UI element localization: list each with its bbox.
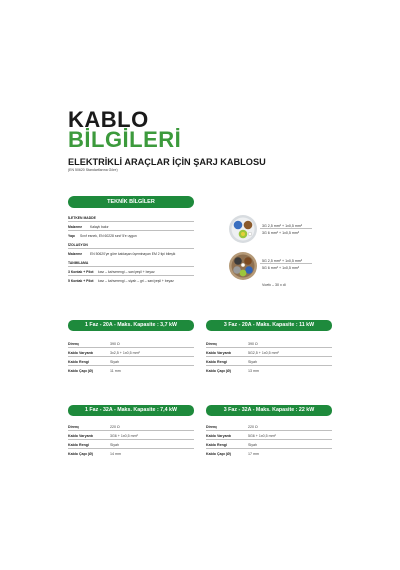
variant-value: 3x2,5 + 1x0,5 mm² <box>110 351 140 355</box>
marking-heading: TANIMLAMA <box>68 261 89 265</box>
tech-info-header: TEKNİK BİLGİLER <box>68 196 194 208</box>
color-value: Siyah <box>110 360 119 364</box>
divider <box>68 356 194 357</box>
spec-card <box>68 320 194 378</box>
page-subtitle: ELEKTRİKLİ ARAÇLAR İÇİN ŞARJ KABLOSU <box>68 157 266 167</box>
divider <box>206 365 332 366</box>
divider <box>68 230 194 231</box>
divider <box>206 439 332 440</box>
spec-card <box>206 320 332 378</box>
variant-label: Kablo Varyantı <box>68 434 93 438</box>
standard-note: (EN 50620 Standartlarına Göre) <box>68 168 118 172</box>
leader-line <box>260 263 312 264</box>
resistance-value: 390 Ω <box>248 342 258 346</box>
variant-label: Kablo Varyantı <box>206 351 231 355</box>
cable1-spec-1: 3G 2,5 mm² + 1x0,5 mm² <box>262 224 303 228</box>
diameter-value: 13 mm <box>248 369 259 373</box>
divider <box>68 448 194 449</box>
variant-label: Kablo Varyantı <box>68 351 93 355</box>
material-value: Kalaylı bakır <box>90 225 109 229</box>
contact3-label: 3 Kontak + Pilot <box>68 270 94 274</box>
diameter-label: Kablo Çapı (Ø) <box>68 369 93 373</box>
resistance-label: Direnç <box>206 342 218 346</box>
resistance-value: 390 Ω <box>110 342 120 346</box>
divider <box>206 430 332 431</box>
page-title-line1: KABLO <box>68 107 149 132</box>
insulation-heading: İZOLASYON <box>68 243 88 247</box>
voltage-note: Vcefc – 30 x di <box>262 283 286 287</box>
color-value: Siyah <box>110 443 119 447</box>
insulation-label: Malzeme <box>68 252 83 256</box>
divider <box>68 266 194 267</box>
resistance-value: 220 Ω <box>248 425 258 429</box>
resistance-label: Direnç <box>68 342 80 346</box>
contact5-label: 5 Kontak + Pilot <box>68 279 94 283</box>
cable-3core-image <box>226 214 260 244</box>
divider <box>68 347 194 348</box>
divider <box>68 275 194 276</box>
color-label: Kablo Rengi <box>206 443 227 447</box>
divider <box>206 356 332 357</box>
divider <box>68 221 194 222</box>
type-value: Sınıf esnek, EN 60228 sınıf 5'e uygun <box>80 234 137 238</box>
leader-line <box>260 228 312 229</box>
cable-5core-image <box>226 251 260 281</box>
diameter-value: 14 mm <box>110 452 121 456</box>
color-label: Kablo Rengi <box>68 360 89 364</box>
resistance-value: 220 Ω <box>110 425 120 429</box>
diameter-value: 11 mm <box>110 369 121 373</box>
divider <box>68 439 194 440</box>
divider <box>206 448 332 449</box>
contact3-value: kavı – kahverengi – sarı/yeşil + beyaz <box>98 270 155 274</box>
diameter-label: Kablo Çapı (Ø) <box>68 452 93 456</box>
cable1-spec-2: 3G 6 mm² + 1x0,5 mm² <box>262 231 300 235</box>
color-label: Kablo Rengi <box>206 360 227 364</box>
insulation-value: EN 50620'ye göre katılaşan üşeminayan EM 2 tipi bileşik <box>90 252 176 256</box>
page-title-line2: BİLGİLERİ <box>68 127 182 152</box>
resistance-label: Direnç <box>206 425 218 429</box>
contact5-value: kavı – kahverengi – siyah – gri – sarı/yeşil + beyaz <box>98 279 174 283</box>
material-label: Malzeme <box>68 225 83 229</box>
conductor-heading: İLETKEN MADDE <box>68 216 96 220</box>
cable2-spec-2: 5G 6 mm² + 1x0,5 mm² <box>262 266 300 270</box>
variant-value: 3G6 + 1x0,5 mm² <box>110 434 138 438</box>
card-title: 3 Faz - 32A - Maks. Kapasite : 22 kW <box>206 405 332 416</box>
divider <box>68 430 194 431</box>
color-value: Siyah <box>248 360 257 364</box>
diameter-label: Kablo Çapı (Ø) <box>206 369 231 373</box>
divider <box>68 248 194 249</box>
card-title: 1 Faz - 20A - Maks. Kapasite : 3,7 kW <box>68 320 194 331</box>
diameter-value: 17 mm <box>248 452 259 456</box>
type-label: Yapı <box>68 234 75 238</box>
cable2-spec-1: 5G 2,5 mm² + 1x0,5 mm² <box>262 259 303 263</box>
resistance-label: Direnç <box>68 425 80 429</box>
variant-value: 5G2,5 + 1x0,5 mm² <box>248 351 279 355</box>
diameter-label: Kablo Çapı (Ø) <box>206 452 231 456</box>
spec-card <box>68 405 194 463</box>
card-title: 3 Faz - 20A - Maks. Kapasite : 11 kW <box>206 320 332 331</box>
variant-label: Kablo Varyantı <box>206 434 231 438</box>
spec-card <box>206 405 332 463</box>
divider <box>206 347 332 348</box>
card-title: 1 Faz - 32A - Maks. Kapasite : 7,4 kW <box>68 405 194 416</box>
variant-value: 5G6 + 1x0,5 mm² <box>248 434 276 438</box>
color-value: Siyah <box>248 443 257 447</box>
color-label: Kablo Rengi <box>68 443 89 447</box>
divider <box>68 365 194 366</box>
